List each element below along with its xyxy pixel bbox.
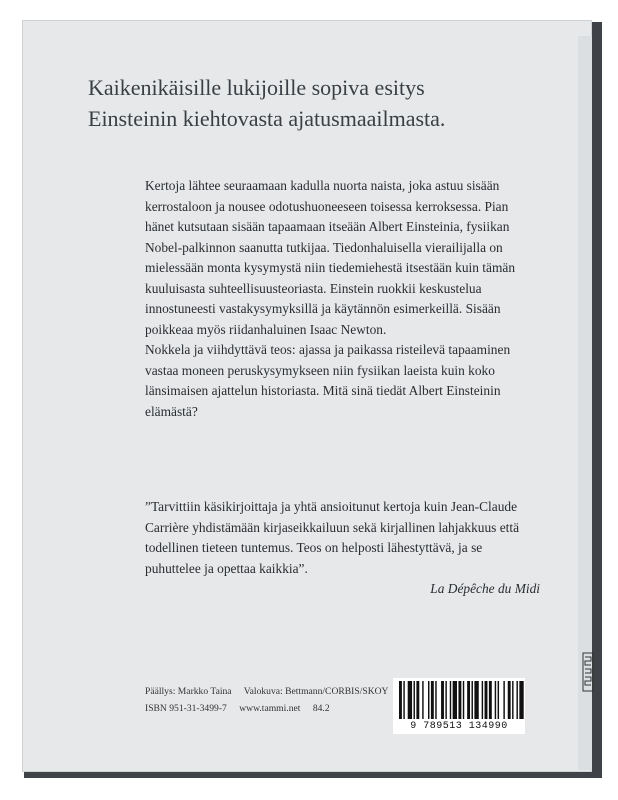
barcode-bar [408,681,412,719]
blurb-paragraph-2: Nokkela ja viihdyttävä teos: ajassa ja paikassa risteilevä tapaaminen vastaa moneen peruskysymykseen niin fysiikan laeista kuin koko länsimaisen ajattelun historiasta. Mitä sinä tiedät Albert Einsteinin elämästä? [145,342,511,419]
barcode-bar [422,681,423,719]
barcode-bar [519,681,523,719]
barcode-bar [458,681,461,719]
barcode-bar [428,681,429,719]
barcode-bar [482,681,483,719]
barcode-bar [495,681,496,719]
cover-headline [88,72,508,134]
class-code: 84.2 [312,703,330,714]
quote-source: La Dépêche du Midi [430,581,540,596]
barcode-bar [489,681,492,719]
barcode-bar [416,681,419,719]
barcode-bar [445,681,446,719]
barcode-bars [393,678,525,722]
headline-line-2: Einsteinin kiehtovasta ajatusmaailmasta. [88,106,446,131]
blurb-text [145,176,540,422]
barcode-bar [508,681,511,719]
barcode-bar [467,681,470,719]
publisher-logo-icon [582,652,594,692]
barcode-digits: 9 789513 134990 [393,721,525,732]
blurb-paragraph-1: Kertoja lähtee seuraamaan kadulla nuorta naista, joka astuu sisään kerrostaloon ja nousee odotushuoneeseen toisessa kerroksessa. Pian hänet kutsutaan sisään tapaamaan itseään Albert Einsteinia, fysiikan Nobel-palkinnon saanutta tutkijaa. Tiedonhaluisella vierailijalla on mielessään monta kysymystä niin tiedemiehestä itsestään kuin tämän kuuluisasta suhteellisuusteoriasta. Einstein ruokkii keskustelua innostuneesti vastakysymyksillä ja käytännön esimerkeillä. Sisään poikkeaa myös riidanhaluinen Isaac Newton. [145,178,516,337]
barcode-bar [463,681,464,719]
barcode-bar [474,681,478,719]
barcode-bar [450,681,451,719]
quote-text: ”Tarvittiin käsikirjoittaja ja yhtä ansioitunut kertoja kuin Jean-Claude Carrière yhdistämään kirjaseikkailuun sekä kirjallinen lahjakkuus että todellinen tieteen tuntemus. Teos on helposti lähestyttävä, ja se puhuttelee ja opettaa kaikkia”. [145,499,520,576]
headline-line-1: Kaikenikäisille lukijoille sopiva esitys [88,75,425,100]
barcode-bar [516,681,517,719]
cover-design-credit: Päällys: Markko Taina [145,686,232,697]
barcode-bar [399,681,402,719]
isbn-barcode [393,678,525,734]
barcode-bar [512,681,513,719]
barcode-bar [441,681,444,719]
barcode-bar [498,681,499,719]
barcode-bar [485,681,488,719]
barcode-bar [414,681,415,719]
credits-block [145,683,395,717]
barcode-bar [403,681,404,719]
barcode-bar [503,681,504,719]
barcode-bar [435,681,436,719]
barcode-bar [472,681,473,719]
photo-credit: Valokuva: Bettmann/CORBIS/SKOY [243,686,389,697]
publisher-website: www.tammi.net [239,703,301,714]
review-quote [145,497,540,600]
barcode-bar [453,681,457,719]
isbn: ISBN 951-31-3499-7 [145,703,227,714]
barcode-bar [431,681,434,719]
